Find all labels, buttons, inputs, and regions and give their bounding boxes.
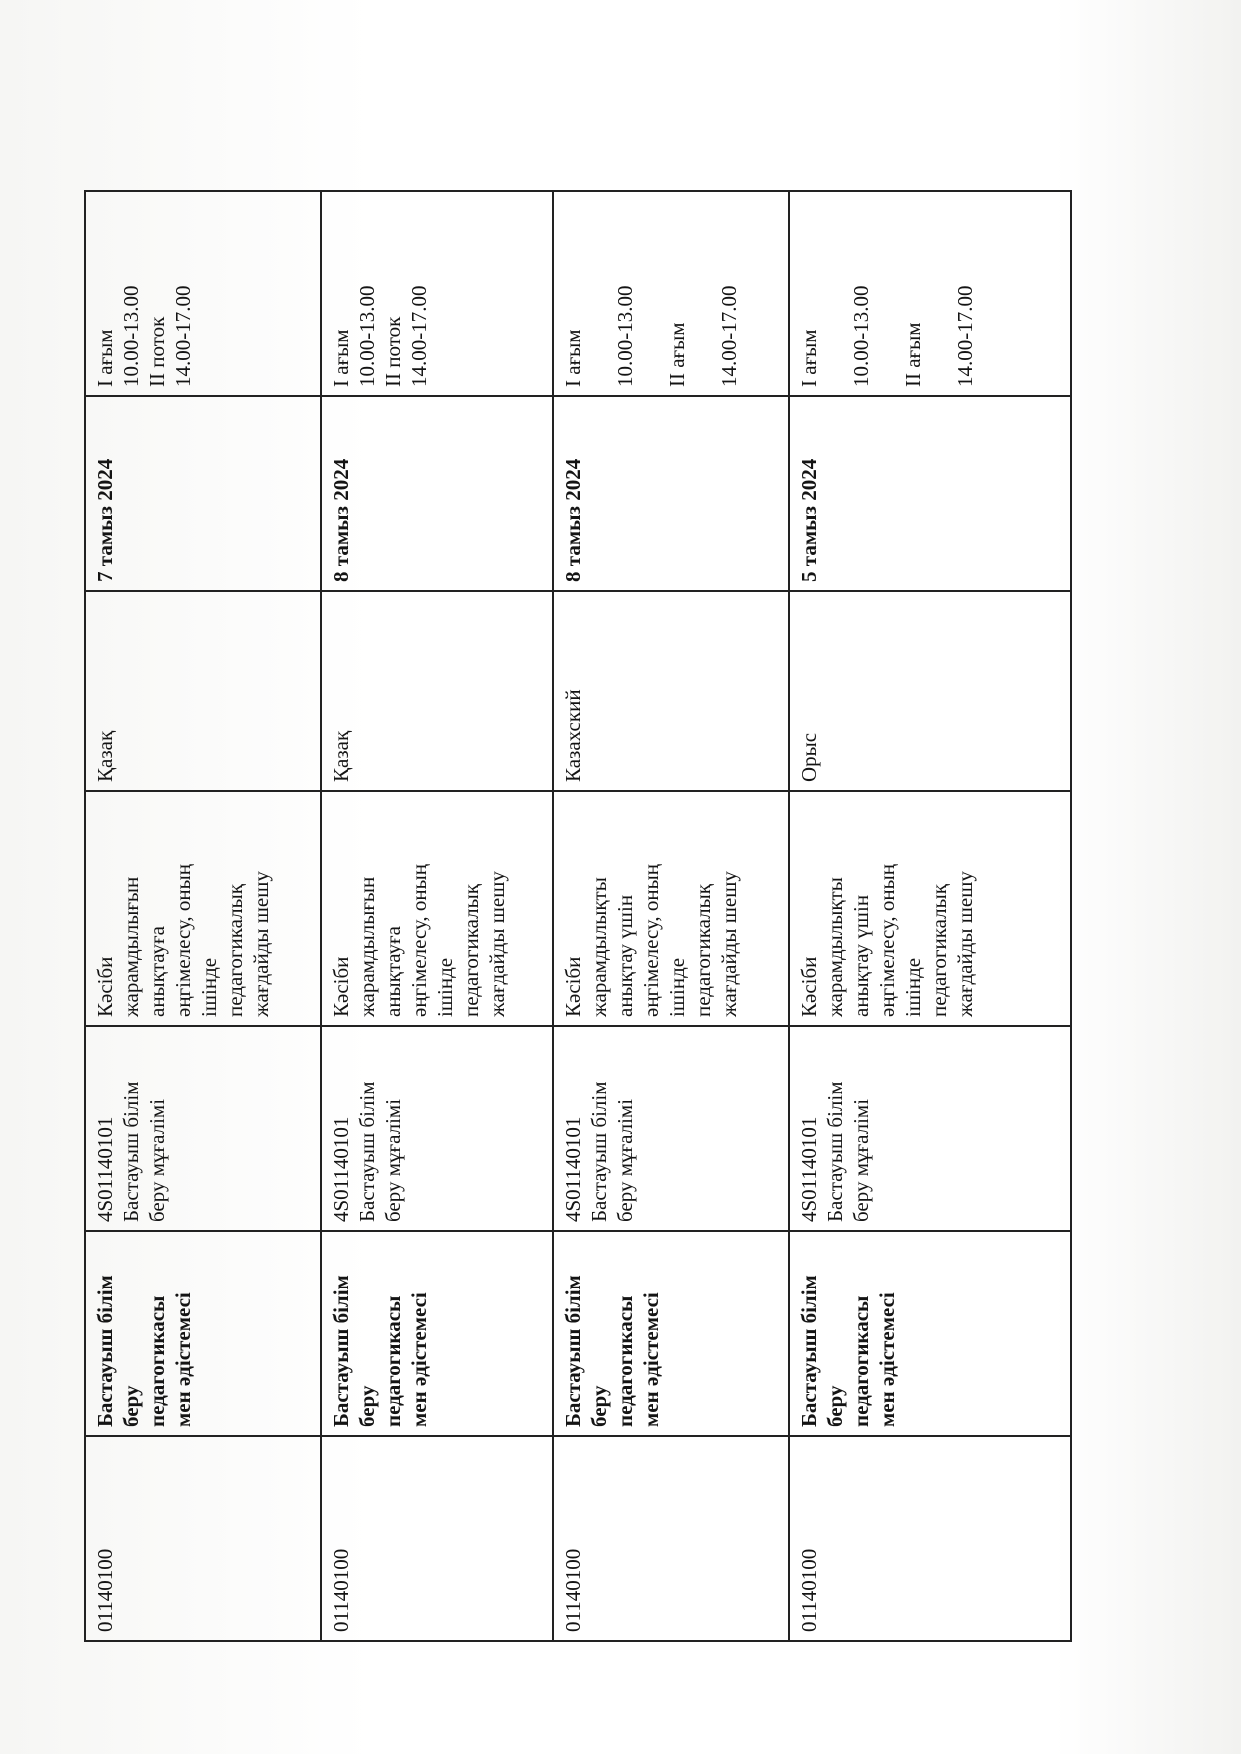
exam-cell-line: ішінде — [197, 957, 221, 1017]
specialty-cell-line: беру — [823, 1385, 847, 1427]
time-cell-line: II поток — [381, 316, 405, 387]
time-cell-line — [586, 198, 612, 387]
exam-cell-line: жарамдылығын — [355, 876, 379, 1017]
specialty-cell-line: беру — [119, 1385, 143, 1427]
language-cell-text: Қазақ — [93, 730, 117, 782]
time-cell-line: 14.00-17.00 — [953, 285, 977, 387]
date-cell-text: 8 тамыз 2024 — [329, 458, 353, 582]
qualification-cell-line: Бастауыш білім — [587, 1081, 611, 1222]
specialty-cell-line: педагогикасы — [381, 1295, 405, 1427]
time-cell-line: 14.00-17.00 — [717, 285, 741, 387]
time-cell-line — [690, 198, 716, 387]
specialty-cell-line: беру — [587, 1385, 611, 1427]
exam-cell-line: Кәсіби — [329, 956, 353, 1017]
rotated-page — [84, 192, 1070, 1642]
exam-cell-line: әңгімелесу, оның — [875, 864, 899, 1017]
language-cell — [789, 591, 1071, 791]
exam-cell-line: жағдайды шешу — [953, 871, 977, 1017]
time-cell-line — [874, 198, 900, 387]
date-cell-text: 5 тамыз 2024 — [797, 458, 821, 582]
language-cell-text: Қазақ — [329, 730, 353, 782]
exam-cell-line: педагогикалық — [691, 884, 715, 1017]
date-cell-text: 8 тамыз 2024 — [561, 458, 585, 582]
specialty-cell-line: мен әдістемесі — [171, 1292, 195, 1427]
exam-cell-line: Кәсіби — [797, 956, 821, 1017]
time-cell-line: 10.00-13.00 — [849, 285, 873, 387]
time-cell — [553, 191, 789, 396]
exam-cell-line: анықтауға — [145, 926, 169, 1017]
qualification-cell-line: 4S01140101 — [561, 1116, 585, 1222]
specialty-cell-line: мен әдістемесі — [639, 1292, 663, 1427]
exam-cell-line: жарамдылықты — [587, 877, 611, 1017]
specialty-cell-line: Бастауыш білім — [797, 1275, 821, 1427]
exam-cell-line: жарамдылықты — [823, 877, 847, 1017]
exam-cell-line: жағдайды шешу — [717, 871, 741, 1017]
qualification-cell-line: Бастауыш білім — [355, 1081, 379, 1222]
time-cell — [85, 191, 321, 396]
specialty-cell-line: Бастауыш білім — [93, 1275, 117, 1427]
language-cell — [553, 591, 789, 791]
qualification-cell-line: 4S01140101 — [329, 1116, 353, 1222]
time-cell-line: I ағым — [93, 329, 117, 387]
time-cell-line: 14.00-17.00 — [171, 285, 195, 387]
exam-cell — [85, 791, 321, 1026]
code-cell-text: 01140100 — [93, 1548, 117, 1632]
time-cell-line — [926, 198, 952, 387]
qualification-cell — [553, 1026, 789, 1231]
specialty-cell — [85, 1231, 321, 1436]
specialty-cell-line: Бастауыш білім — [561, 1275, 585, 1427]
qualification-cell — [85, 1026, 321, 1231]
date-cell — [85, 396, 321, 591]
qualification-cell-line: 4S01140101 — [797, 1116, 821, 1222]
qualification-cell-line: беру мұғалімі — [613, 1098, 637, 1222]
time-cell-line: I ағым — [329, 329, 353, 387]
table-row — [85, 191, 321, 1641]
exam-cell-line: әңгімелесу, оның — [171, 864, 195, 1017]
code-cell-text: 01140100 — [561, 1548, 585, 1632]
time-cell-line: 10.00-13.00 — [613, 285, 637, 387]
qualification-cell-line: Бастауыш білім — [119, 1081, 143, 1222]
exam-cell-line: жарамдылығын — [119, 876, 143, 1017]
exam-cell-line: жағдайды шешу — [485, 871, 509, 1017]
exam-cell-line: педагогикалық — [223, 884, 247, 1017]
qualification-cell — [321, 1026, 553, 1231]
exam-cell-line: әңгімелесу, оның — [407, 864, 431, 1017]
specialty-cell-line: педагогикасы — [849, 1295, 873, 1427]
code-cell — [789, 1436, 1071, 1641]
qualification-cell-line: беру мұғалімі — [849, 1098, 873, 1222]
specialty-cell-line: мен әдістемесі — [407, 1292, 431, 1427]
code-cell — [553, 1436, 789, 1641]
exam-cell-line: педагогикалық — [459, 884, 483, 1017]
exam-cell-line: анықтауға — [381, 926, 405, 1017]
time-cell-line — [638, 198, 664, 387]
specialty-cell-line: мен әдістемесі — [875, 1292, 899, 1427]
qualification-cell-line: беру мұғалімі — [381, 1098, 405, 1222]
table-row — [789, 191, 1071, 1641]
qualification-cell — [789, 1026, 1071, 1231]
time-cell-line: II ағым — [901, 322, 925, 387]
date-cell-text: 7 тамыз 2024 — [93, 458, 117, 582]
exam-cell-line: педагогикалық — [927, 884, 951, 1017]
table-row — [553, 191, 789, 1641]
qualification-cell-line: Бастауыш білім — [823, 1081, 847, 1222]
date-cell — [553, 396, 789, 591]
specialty-cell-line: педагогикасы — [613, 1295, 637, 1427]
time-cell — [789, 191, 1071, 396]
date-cell — [321, 396, 553, 591]
specialty-cell — [789, 1231, 1071, 1436]
exam-cell-line: ішінде — [665, 957, 689, 1017]
exam-cell-line: ішінде — [901, 957, 925, 1017]
code-cell-text: 01140100 — [329, 1548, 353, 1632]
time-cell-line: 14.00-17.00 — [407, 285, 431, 387]
language-cell — [85, 591, 321, 791]
time-cell-line: 10.00-13.00 — [355, 285, 379, 387]
date-cell — [789, 396, 1071, 591]
exam-cell — [553, 791, 789, 1026]
language-cell-text: Казахский — [561, 689, 585, 782]
qualification-cell-line: 4S01140101 — [93, 1116, 117, 1222]
qualification-cell-line: беру мұғалімі — [145, 1098, 169, 1222]
schedule-table — [84, 190, 1072, 1642]
time-cell-line: 10.00-13.00 — [119, 285, 143, 387]
code-cell — [321, 1436, 553, 1641]
code-cell — [85, 1436, 321, 1641]
time-cell-line: II ағым — [665, 322, 689, 387]
exam-cell-line: Кәсіби — [93, 956, 117, 1017]
language-cell — [321, 591, 553, 791]
table-row — [321, 191, 553, 1641]
time-cell-line: II поток — [145, 316, 169, 387]
specialty-cell — [321, 1231, 553, 1436]
specialty-cell-line: беру — [355, 1385, 379, 1427]
exam-cell-line: анықтау үшін — [613, 894, 637, 1017]
exam-cell-line: анықтау үшін — [849, 894, 873, 1017]
time-cell-line: I ағым — [797, 329, 821, 387]
code-cell-text: 01140100 — [797, 1548, 821, 1632]
language-cell-text: Орыс — [797, 732, 821, 782]
specialty-cell-line: Бастауыш білім — [329, 1275, 353, 1427]
exam-cell-line: ішінде — [433, 957, 457, 1017]
specialty-cell-line: педагогикасы — [145, 1295, 169, 1427]
time-cell-line — [822, 198, 848, 387]
exam-cell-line: әңгімелесу, оның — [639, 864, 663, 1017]
exam-cell — [789, 791, 1071, 1026]
exam-cell — [321, 791, 553, 1026]
exam-cell-line: жағдайды шешу — [249, 871, 273, 1017]
exam-cell-line: Кәсіби — [561, 956, 585, 1017]
time-cell — [321, 191, 553, 396]
specialty-cell — [553, 1231, 789, 1436]
time-cell-line: I ағым — [561, 329, 585, 387]
